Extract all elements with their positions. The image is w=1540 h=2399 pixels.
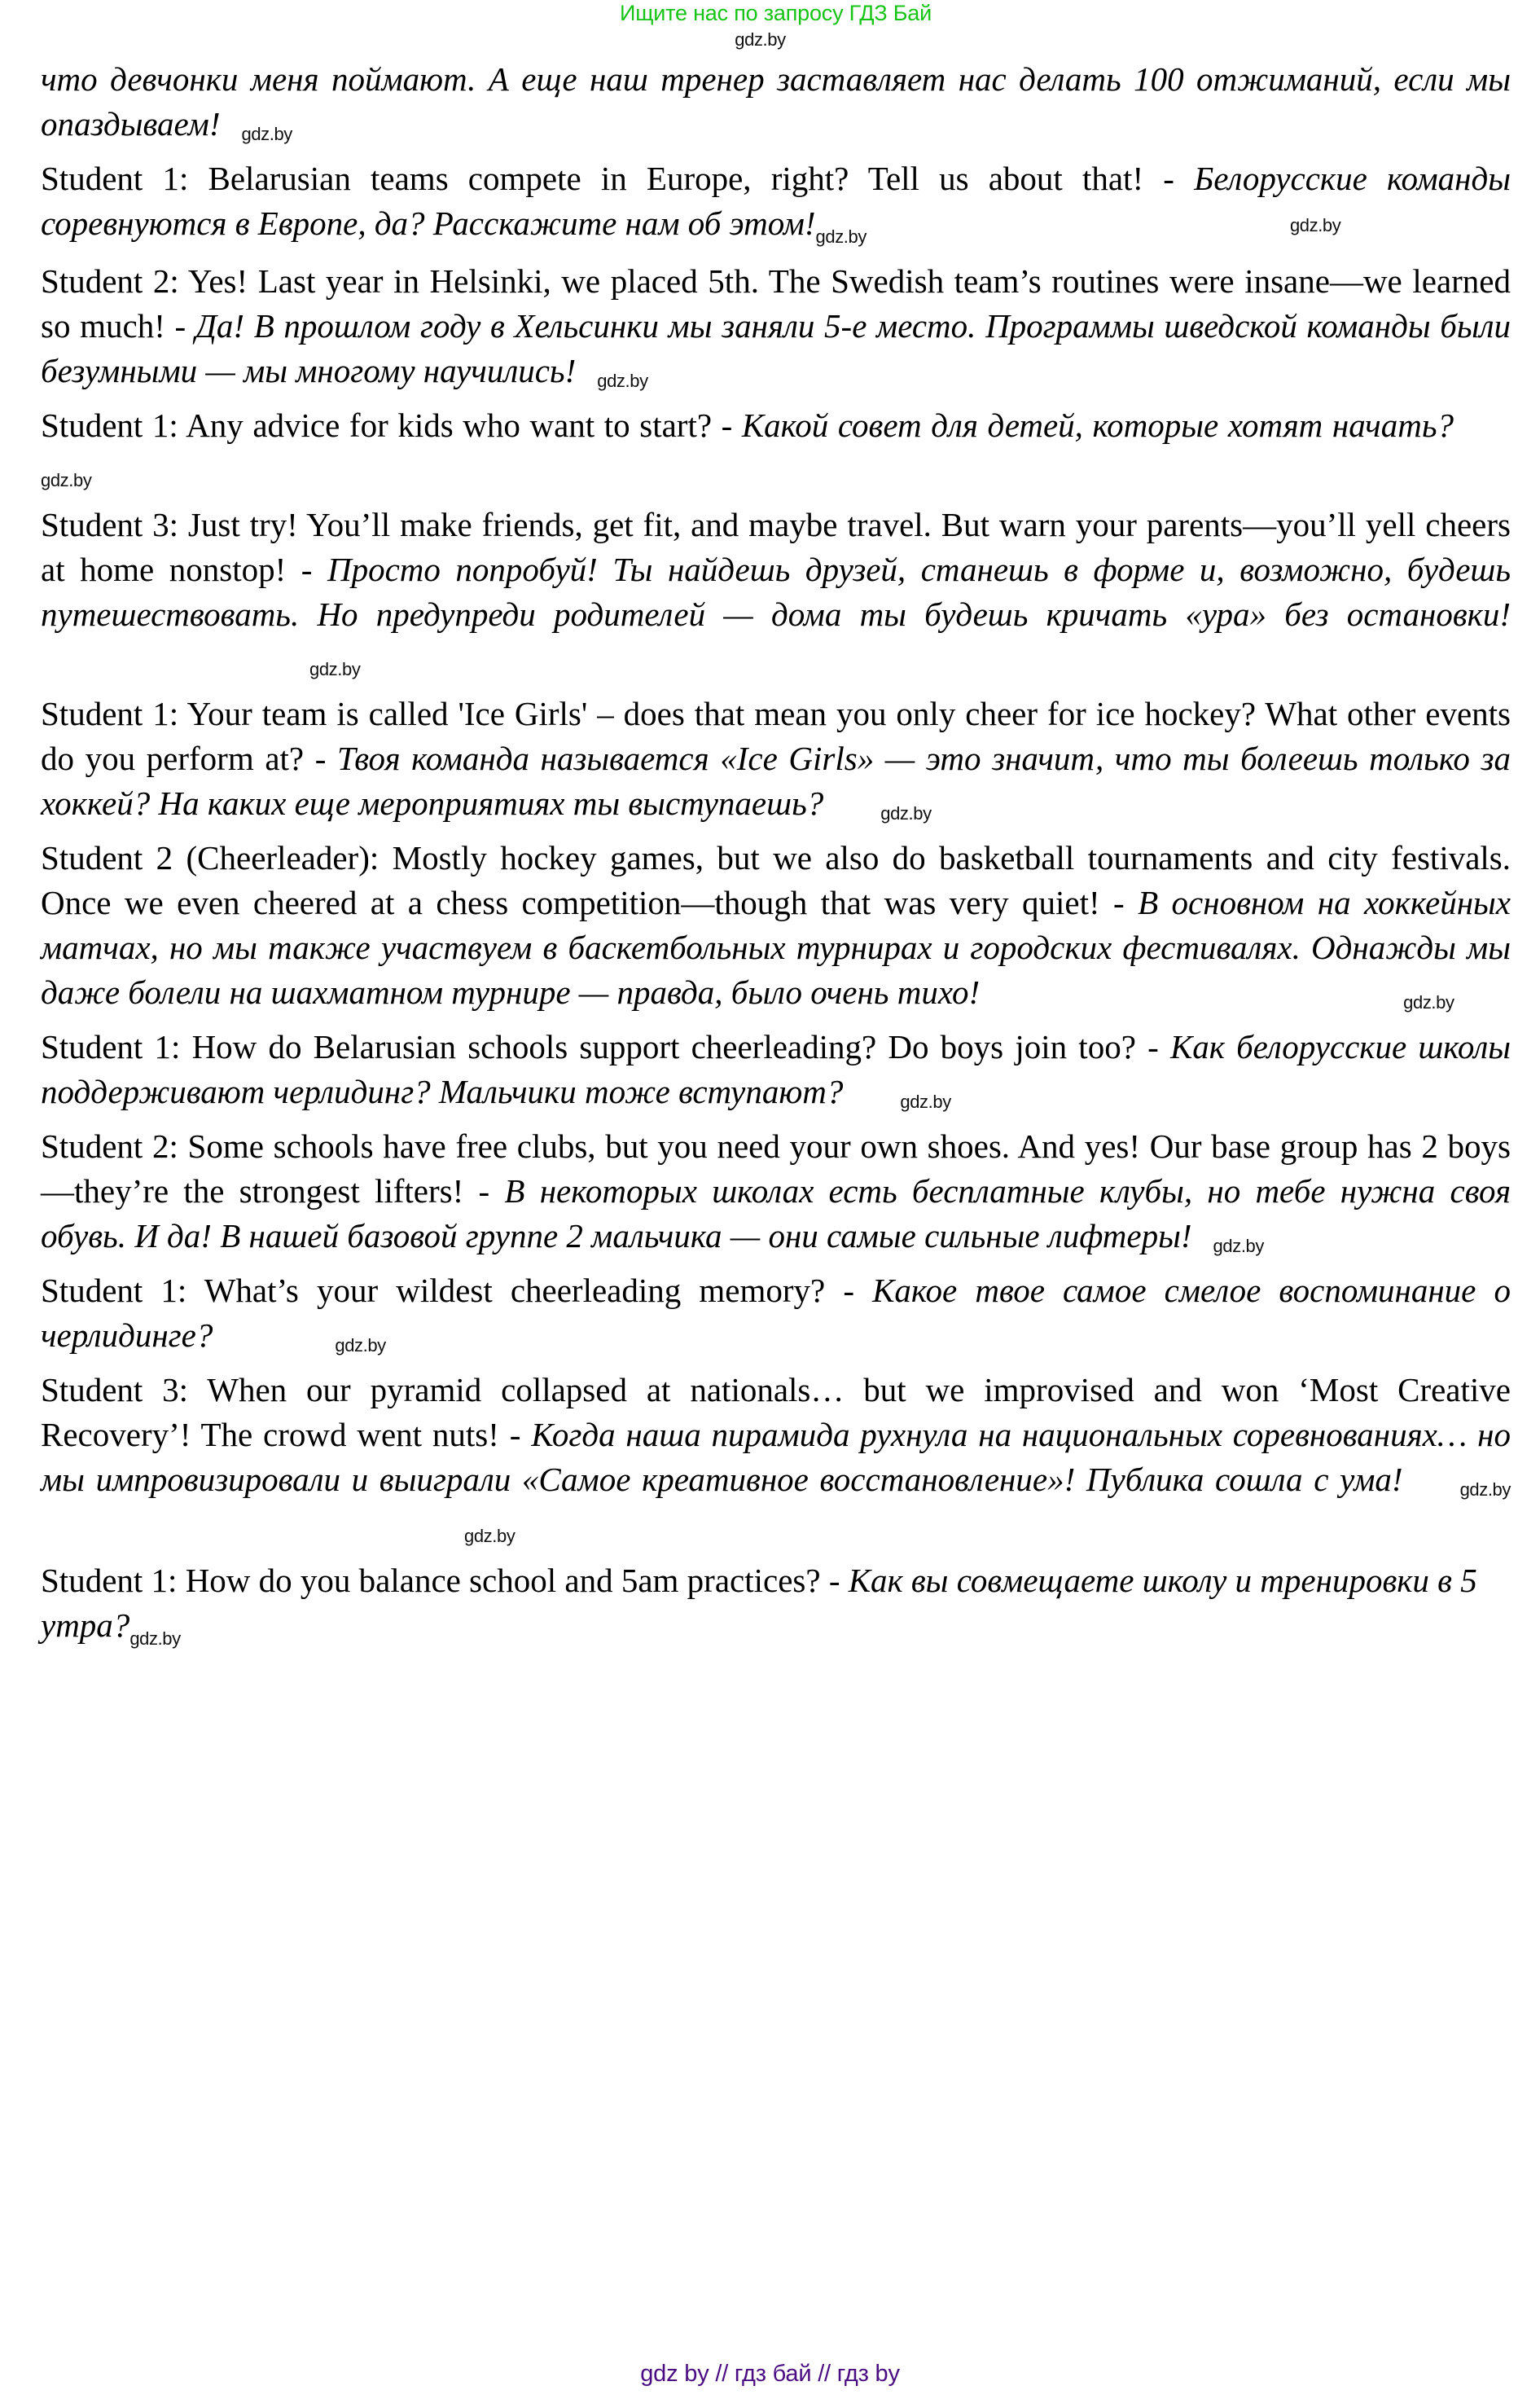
watermark-stamp-header: gdz.by [735, 29, 786, 50]
speaker-label: Student 3: [41, 506, 179, 543]
speaker-label: Student 1: [41, 695, 179, 732]
paragraph-student-1-q4 [41, 1025, 1511, 1124]
watermark-stamp: gdz.by [335, 1335, 386, 1355]
watermark-stamp: gdz.by [815, 226, 867, 247]
paragraph-student-3-a5 [41, 1368, 1511, 1558]
separator-dash: - [1163, 160, 1174, 197]
paragraph-ru-text: В некоторых школах есть бесплатные клубы, но тебе нужна своя обувь. И да! В нашей базовой группе 2 мальчика — они самые сильные лифтеры! [41, 1172, 1511, 1254]
paragraph-student-3-a2 [41, 503, 1511, 692]
paragraph-en-text: Mostly hockey games, but we also do basketball tournaments and city festivals. Once we even cheered at a chess competition—though that was very quiet! [41, 839, 1511, 921]
footer-banner [0, 2361, 1540, 2388]
watermark-stamp: gdz.by [241, 124, 292, 144]
separator-dash: - [301, 551, 313, 588]
paragraph-ru-text: Да! В прошлом году в Хельсинки мы заняли 5-е место. Программы шведской команды были безумными — мы многому научились! [41, 307, 1511, 389]
separator-dash: - [843, 1272, 855, 1309]
paragraph-student-1-q3 [41, 692, 1511, 836]
separator-dash: - [1147, 1028, 1159, 1065]
speaker-label: Student 1: [41, 1562, 178, 1599]
paragraph-student-2-cheerleader-a3 [41, 836, 1511, 1025]
watermark-stamp: gdz.by [129, 1628, 181, 1649]
paragraph-ru-text: Какой совет для детей, которые хотят начать? [741, 406, 1454, 444]
paragraph-student-1-q5 [41, 1268, 1511, 1368]
paragraph-ru-text: что девчонки меня поймают. А еще наш тренер заставляет нас делать 100 отжиманий, если мы опаздываем! [41, 60, 1511, 143]
separator-dash: - [174, 307, 186, 345]
paragraph-en-text: Some schools have free clubs, but you need your own shoes. And yes! Our base group has 2 boys—they’re the strongest lifters! [41, 1127, 1511, 1210]
paragraph-ru-text: Просто попробуй! Ты найдешь друзей, станешь в форме и, возможно, будешь путешествовать. Но предупреди родителей — дома ты будешь кричать «ура» без остановки! [41, 551, 1511, 633]
footer-text: gdz by // гдз бай // гдз by [640, 2361, 900, 2387]
separator-dash: - [721, 406, 733, 444]
promo-banner [41, 0, 1511, 24]
paragraph-student-1-q6 [41, 1558, 1511, 1661]
speaker-label: Student 1: [41, 1028, 181, 1065]
paragraph-ru-text: Как вы совмещаете школу и тренировки в 5 утра? [41, 1562, 1477, 1644]
paragraph-student-1-q1 [41, 156, 1511, 259]
paragraph-en-text: Yes! Last year in Helsinki, we placed 5th. The Swedish team’s routines were insane—we learned so much! [41, 262, 1511, 345]
paragraph-continuation [41, 57, 1511, 156]
watermark-stamp: gdz.by [1289, 215, 1341, 235]
watermark-stamp: gdz.by [880, 803, 932, 824]
paragraph-ru-text: Когда наша пирамида рухнула на национальных соревнованиях… но мы импровизировали и выиграли «Самое креативное восстановление»! Публика сошла с ума! [41, 1416, 1511, 1498]
transcript-body [41, 57, 1511, 1661]
paragraph-ru-text: Твоя команда называется «Ice Girls» — это значит, что ты болеешь только за хоккей? На каких еще мероприятиях ты выступаешь? [41, 740, 1511, 822]
separator-dash: - [509, 1416, 521, 1453]
separator-dash: - [828, 1562, 840, 1599]
paragraph-en-text: Your team is called 'Ice Girls' – does that mean you only cheer for ice hockey? What other events do you perform at? [41, 695, 1511, 777]
paragraph-en-text: Belarusian teams compete in Europe, right? Tell us about that! [208, 160, 1144, 197]
paragraph-en-text: Just try! You’ll make friends, get fit, and maybe travel. But warn your parents—you’ll yell cheers at home nonstop! [41, 506, 1511, 588]
paragraph-student-2-a1 [41, 259, 1511, 403]
paragraph-ru-text: Как белорусские школы поддерживают черлидинг? Мальчики тоже вступают? [41, 1028, 1511, 1110]
speaker-label: Student 2: [41, 262, 179, 300]
paragraph-en-text: How do Belarusian schools support cheerleading? Do boys join too? [191, 1028, 1136, 1065]
paragraph-ru-text: Белорусские команды соревнуются в Европе, да? Расскажите нам об этом! [41, 160, 1511, 242]
speaker-label: Student 2 (Cheerleader): [41, 839, 380, 877]
speaker-label: Student 1: [41, 406, 178, 444]
speaker-label: Student 1: [41, 1272, 187, 1309]
separator-dash: - [1113, 884, 1125, 921]
watermark-stamp: gdz.by [309, 659, 361, 679]
separator-dash: - [478, 1172, 490, 1210]
promo-text: Ищите нас по запросу ГДЗ Бай [619, 1, 932, 25]
paragraph-student-2-a4 [41, 1124, 1511, 1268]
watermark-stamp: gdz.by [41, 470, 92, 490]
watermark-stamp: gdz.by [464, 1526, 516, 1546]
speaker-label: Student 2: [41, 1127, 178, 1165]
watermark-stamp: gdz.by [1213, 1236, 1264, 1256]
watermark-stamp: gdz.by [1403, 992, 1454, 1013]
paragraph-en-text: How do you balance school and 5am practices? [185, 1562, 821, 1599]
watermark-stamp: gdz.by [900, 1092, 951, 1112]
separator-dash: - [314, 740, 327, 777]
watermark-stamp: gdz.by [1459, 1479, 1511, 1500]
paragraph-en-text: Any advice for kids who want to start? [186, 406, 713, 444]
paragraph-en-text: What’s your wildest cheerleading memory? [204, 1272, 826, 1309]
speaker-label: Student 1: [41, 160, 189, 197]
paragraph-ru-text: В основном на хоккейных матчах, но мы также участвуем в баскетбольных турнирах и городских фестивалях. Однажды мы даже болели на шахматном турнире — правда, было очень тихо! [41, 884, 1511, 1011]
watermark-stamp: gdz.by [597, 371, 648, 391]
speaker-label: Student 3: [41, 1371, 189, 1408]
paragraph-en-text: When our pyramid collapsed at nationals… but we improvised and won ‘Most Creative Recovery’! The crowd went nuts! [41, 1371, 1511, 1453]
paragraph-ru-text: Какое твое самое смелое воспоминание о черлидинге? [41, 1272, 1511, 1354]
paragraph-student-1-q2 [41, 403, 1511, 503]
